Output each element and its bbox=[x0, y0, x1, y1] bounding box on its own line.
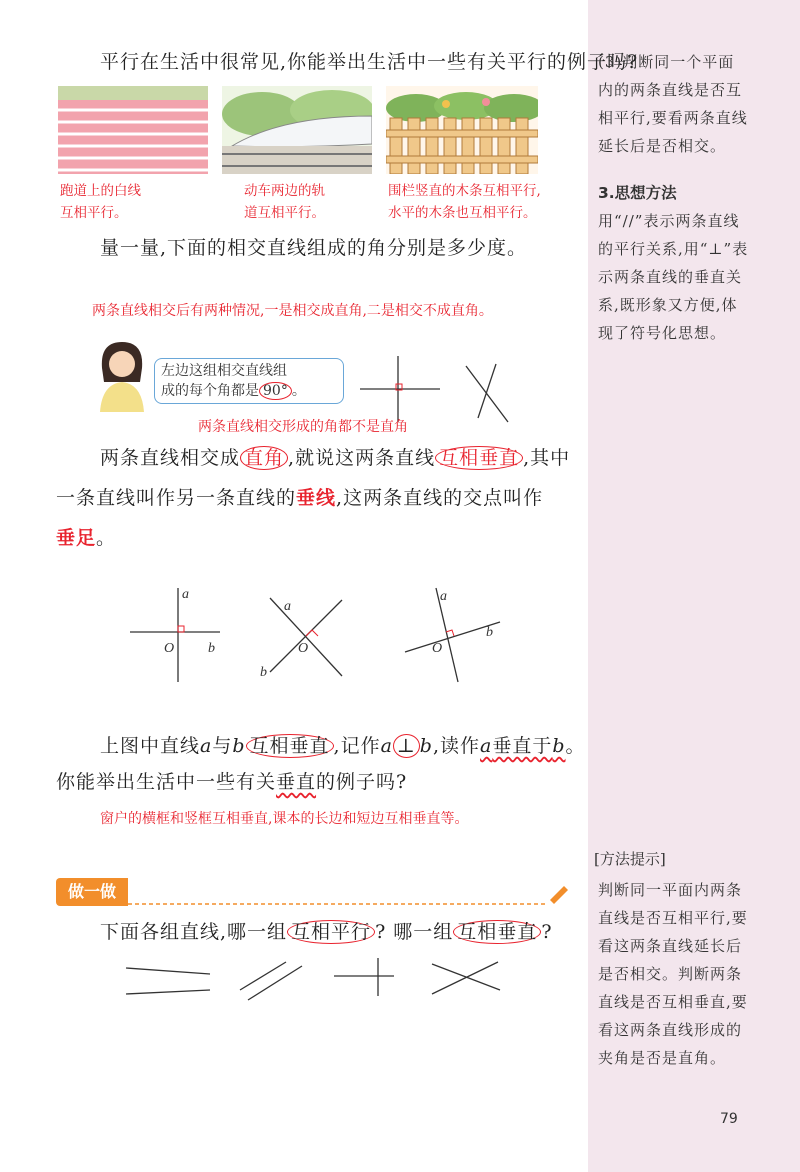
p4-c: ? 哪一组 bbox=[375, 921, 454, 943]
p3-n: 。 bbox=[565, 735, 586, 757]
label-a-1: a bbox=[182, 587, 189, 602]
p4-a: 下面各组直线,哪一组 bbox=[100, 921, 288, 943]
p3-var-b3: b bbox=[552, 735, 566, 757]
p4-perpendicular-term: 互相垂直 bbox=[453, 920, 541, 944]
label-a-3: a bbox=[440, 589, 447, 604]
perpendicular-diagrams bbox=[120, 580, 520, 690]
paragraph-parallel-intro: 平行在生活中很常见,你能举出生活中一些有关平行的例子吗? bbox=[100, 51, 639, 73]
note-two-cases: 两条直线相交后有两种情况,一是相交成直角,二是相交不成直角。 bbox=[92, 303, 493, 319]
running-track-illustration bbox=[58, 86, 208, 174]
fence-illustration bbox=[386, 86, 538, 174]
perp-symbol: ⊥ bbox=[393, 734, 420, 758]
exercise-line-pairs bbox=[120, 956, 510, 1006]
p3-var-a: a bbox=[200, 735, 213, 757]
p3-var-a2: a bbox=[380, 735, 393, 757]
exercise-question bbox=[100, 914, 553, 950]
sidebar-method-text: 用“//”表示两条直线的平行关系,用“⊥”表示两条直线的垂直关系,既形象又方便,体现了符号化思想。 bbox=[598, 212, 749, 342]
term-perpendicular: 互相垂直 bbox=[435, 446, 523, 470]
sidebar-tip-label: [方法提示] bbox=[594, 850, 666, 868]
term-foot: 垂足 bbox=[56, 527, 97, 549]
label-o-2: O bbox=[298, 641, 309, 656]
term-perpendicular-line: 垂线 bbox=[296, 487, 337, 509]
caption-track-line2: 互相平行。 bbox=[60, 205, 128, 221]
paragraph-measure: 量一量,下面的相交直线组成的角分别是多少度。 bbox=[100, 237, 528, 259]
definition-line3 bbox=[56, 520, 116, 556]
p3-l: 垂直于 bbox=[492, 735, 553, 757]
label-b-1: b bbox=[208, 641, 215, 656]
caption-track bbox=[60, 180, 141, 224]
p3-a: 上图中直线 bbox=[100, 735, 201, 757]
note-window-example: 窗户的横框和竖框互相垂直,课本的长边和短边互相垂直等。 bbox=[100, 811, 469, 827]
p3-perpendicular-term: 互相垂直 bbox=[246, 734, 334, 758]
caption-fence bbox=[388, 180, 541, 224]
bubble-90-degrees: 90° bbox=[259, 382, 292, 400]
page-number: 79 bbox=[720, 1111, 738, 1127]
note-not-right-angle: 两条直线相交形成的角都不是直角 bbox=[198, 419, 408, 435]
p4-e: ? bbox=[541, 921, 553, 943]
caption-fence-line2: 水平的木条也互相平行。 bbox=[388, 205, 537, 221]
label-a-2: a bbox=[284, 599, 291, 614]
train-illustration bbox=[222, 86, 372, 174]
teacher-avatar bbox=[92, 338, 152, 412]
p3-j: ,读作 bbox=[432, 735, 481, 757]
caption-fence-line1: 围栏竖直的木条互相平行, bbox=[388, 183, 541, 199]
label-b-2: b bbox=[260, 665, 267, 680]
def-text-f: 一条直线叫作另一条直线的 bbox=[56, 487, 297, 509]
definition-line2 bbox=[56, 480, 543, 516]
caption-train bbox=[244, 180, 325, 224]
sidebar-heading-method: 3.思想方法 bbox=[598, 184, 677, 202]
p3-perp-word: 垂直 bbox=[276, 771, 317, 793]
def-text-a: 两条直线相交成 bbox=[100, 447, 241, 469]
term-right-angle: 直角 bbox=[240, 446, 288, 470]
def-text-e: ,其中 bbox=[523, 447, 571, 469]
p3-c: 与 bbox=[212, 735, 233, 757]
p3-o: 你能举出生活中一些有关 bbox=[56, 771, 277, 793]
def-text-h: ,这两条直线的交点叫作 bbox=[336, 487, 544, 509]
p3-var-a3: a bbox=[480, 735, 493, 757]
bubble-line1: 左边这组相交直线组 bbox=[161, 363, 287, 379]
bubble-period: 。 bbox=[291, 383, 306, 399]
p3-var-b: b bbox=[232, 735, 246, 757]
caption-track-line1: 跑道上的白线 bbox=[60, 183, 141, 199]
caption-train-line2: 道互相平行。 bbox=[244, 205, 325, 221]
p4-parallel-term: 互相平行 bbox=[287, 920, 375, 944]
label-o-3: O bbox=[432, 641, 443, 656]
def-text-c: ,就说这两条直线 bbox=[288, 447, 436, 469]
bubble-line2 bbox=[161, 381, 337, 401]
label-b-3: b bbox=[486, 625, 493, 640]
notation-line1 bbox=[100, 728, 586, 764]
def-text-j: 。 bbox=[96, 527, 117, 549]
bubble-line2-text: 成的每个角都是 bbox=[161, 383, 259, 399]
caption-train-line1: 动车两边的轨 bbox=[244, 183, 325, 199]
p3-var-b2: b bbox=[419, 735, 433, 757]
do-it-label: 做一做 bbox=[56, 878, 128, 906]
teacher-speech-bubble bbox=[154, 358, 344, 404]
sidebar-tip-text: 判断同一平面内两条直线是否互相平行,要看这两条直线延长后是否相交。判断两条直线是否互相垂直,要看这两条直线形成的夹角是否是直角。 bbox=[598, 881, 748, 1067]
do-it-dashed-rule bbox=[128, 880, 568, 910]
p3-f: ,记作 bbox=[333, 735, 381, 757]
notation-line2 bbox=[56, 764, 407, 800]
definition-line1 bbox=[100, 440, 570, 476]
sidebar-note-3: (3)判断同一个平面内的两条直线是否互相平行,要看两条直线延长后是否相交。 bbox=[598, 53, 748, 155]
label-o-1: O bbox=[164, 641, 175, 656]
p3-q: 的例子吗? bbox=[316, 771, 408, 793]
